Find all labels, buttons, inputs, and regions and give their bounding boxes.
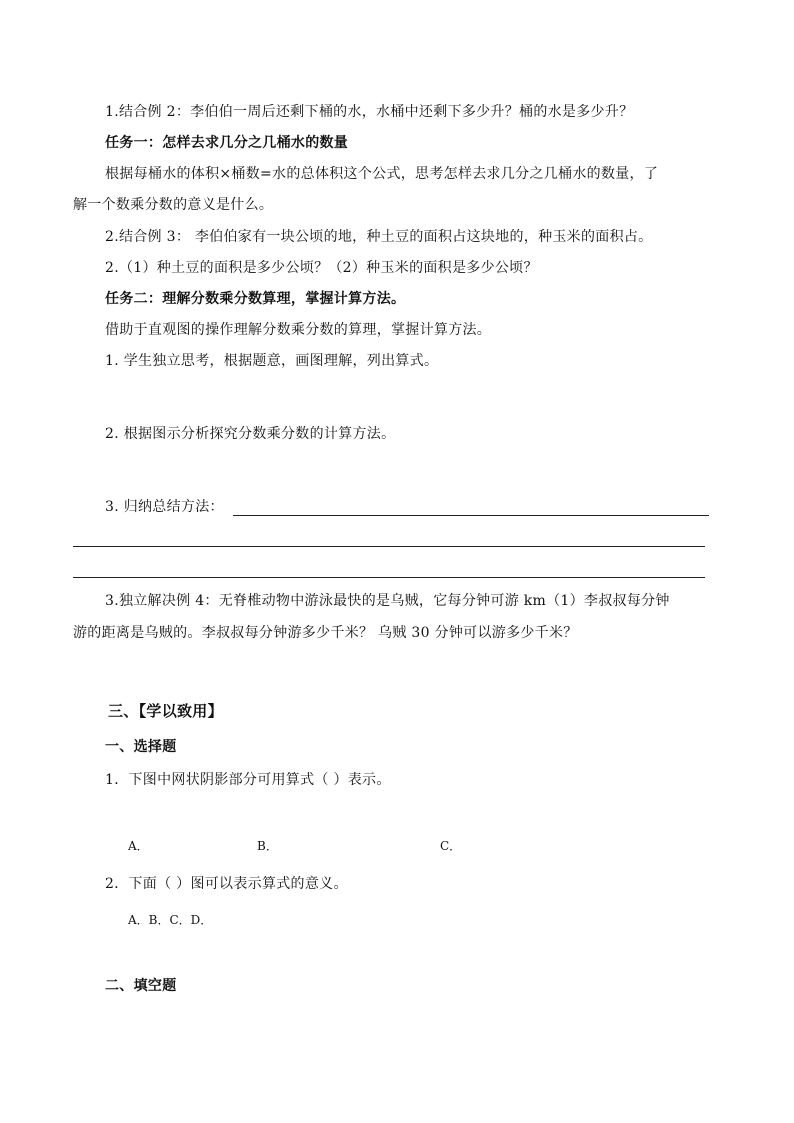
paragraph-line-1: 根据每桶水的体积×桶数=水的总体积这个公式，思考怎样去求几分之几桶水的数量，了 xyxy=(105,166,659,182)
option-c: C． xyxy=(440,839,462,853)
multiple-choice-heading: 一、选择题 xyxy=(105,739,177,755)
option-b: B． xyxy=(257,839,278,853)
paragraph-task-2: 借助于直观图的操作理解分数乘分数的算理，掌握计算方法。 xyxy=(105,322,492,338)
section-3-heading: 三、【学以致用】 xyxy=(108,702,223,720)
choice-question-2: 2．下面（ ）图可以表示算式的意义。 xyxy=(105,876,348,892)
paragraph-line-2: 解一个数乘分数的意义是什么。 xyxy=(73,197,274,213)
example-4-text: 3.独立解决例 4：无脊椎动物中游泳最快的是乌贼，它每分钟可游 km（1）李叔叔每分钟 xyxy=(105,593,670,609)
question-2-text: 2.结合例 3： 李伯伯家有一块公顷的地，种土豆的面积占这块地的，种玉米的面积占。 xyxy=(105,229,653,245)
choice-question-1: 1．下图中网状阴影部分可用算式（ ）表示。 xyxy=(105,772,391,788)
question-1-text: 1.结合例 2：李伯伯一周后还剩下桶的水，水桶中还剩下多少升？桶的水是多少升？ xyxy=(105,104,634,120)
question-2-options: A．B．C．D． xyxy=(128,913,213,927)
answer-line-2 xyxy=(73,546,705,547)
step-3-label: 3. 归纳总结方法： xyxy=(105,499,224,515)
step-1-text: 1. 学生独立思考，根据题意，画图理解，列出算式。 xyxy=(105,353,439,369)
fill-blank-heading: 二、填空题 xyxy=(105,978,177,994)
answer-line-3 xyxy=(73,577,705,578)
step-2-text: 2. 根据图示分析探究分数乘分数的计算方法。 xyxy=(105,426,396,442)
question-2-sub: 2.（1）种土豆的面积是多少公顷？（2）种玉米的面积是多少公顷？ xyxy=(105,260,538,276)
option-a: A． xyxy=(128,839,149,853)
task-2-heading: 任务二：理解分数乘分数算理，掌握计算方法。 xyxy=(105,291,406,307)
answer-line-1 xyxy=(233,515,709,516)
example-4-text-cont: 游的距离是乌贼的。李叔叔每分钟游多少千米？ 乌贼 30 分钟可以游多少千米？ xyxy=(73,625,578,641)
task-1-heading: 任务一：怎样去求几分之几桶水的数量 xyxy=(105,135,349,151)
